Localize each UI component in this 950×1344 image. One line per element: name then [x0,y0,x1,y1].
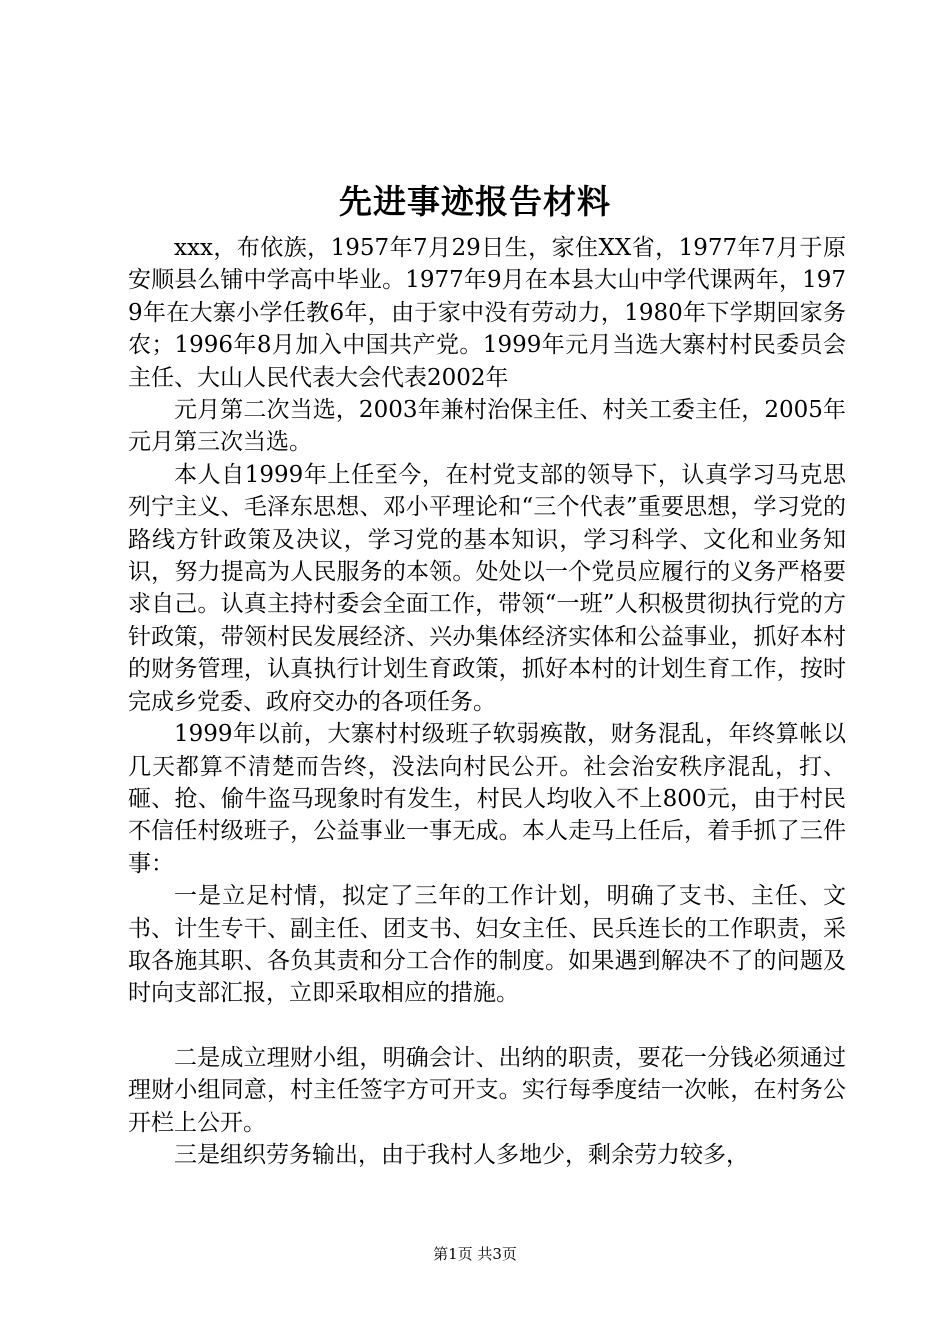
paragraph-reelection: 元月第二次当选，2003年兼村治保主任、村关工委主任，2005年元月第三次当选。 [128,397,846,456]
paragraph-second-task: 二是成立理财小组，明确会计、出纳的职责，要花一分钱必须通过理财小组同意，村主任签字方可开支。实行每季度结一次帐，在村务公开栏上公开。 [128,1044,846,1136]
document-body [128,232,846,1171]
paragraph-before-1999: 1999年以前，大寨村村级班子软弱痪散，财务混乱，年终算帐以几天都算不清楚而告终，没法向村民公开。社会治安秩序混乱，打、砸、抢、偷牛盗马现象时有发生，村民人均收入不上800元，由于村民不信任村级班子，公益事业一事无成。本人走马上任后，着手抓了三件事： [128,721,846,877]
page-number-footer: 第1页 共3页 [433,1245,517,1263]
paragraph-third-task: 三是组织劳务输出，由于我村人多地少，剩余劳力较多， [174,1141,749,1168]
paragraph-first-task: 一是立足村情，拟定了三年的工作计划，明确了支书、主任、文书、计生专干、副主任、团支书、妇女主任、民兵连长的工作职责，采取各施其职、各负其责和分工合作的制度。如果遇到解决不了的问题及时向支部汇报，立即采取相应的措施。 [128,883,846,1007]
paragraph-duties: 本人自1999年上任至今，在村党支部的领导下，认真学习马克思列宁主义、毛泽东思想、邓小平理论和“三个代表”重要思想，学习党的路线方针政策及决议，学习党的基本知识，学习科学、文化和业务知识，努力提高为人民服务的本领。处处以一个党员应履行的义务严格要求自己。认真主持村委会全面工作，带领“一班”人积极贯彻执行党的方针政策，带领村民发展经济、兴办集体经济实体和公益事业，抓好本村的财务管理，认真执行计划生育政策，抓好本村的计划生育工作，按时完成乡党委、政府交办的各项任务。 [128,461,846,715]
paragraph-intro: xxx，布依族，1957年7月29日生，家住XX省，1977年7月于原安顺县么铺中学高中毕业。1977年9月在本县大山中学代课两年，1979年在大寨小学任教6年，由于家中没有劳动力，1980年下学期回家务农；1996年8月加入中国共产党。1999年元月当选大寨村村民委员会主任、大山人民代表大会代表2002年 [128,235,846,391]
document-title: 先进事迹报告材料 [339,182,611,221]
